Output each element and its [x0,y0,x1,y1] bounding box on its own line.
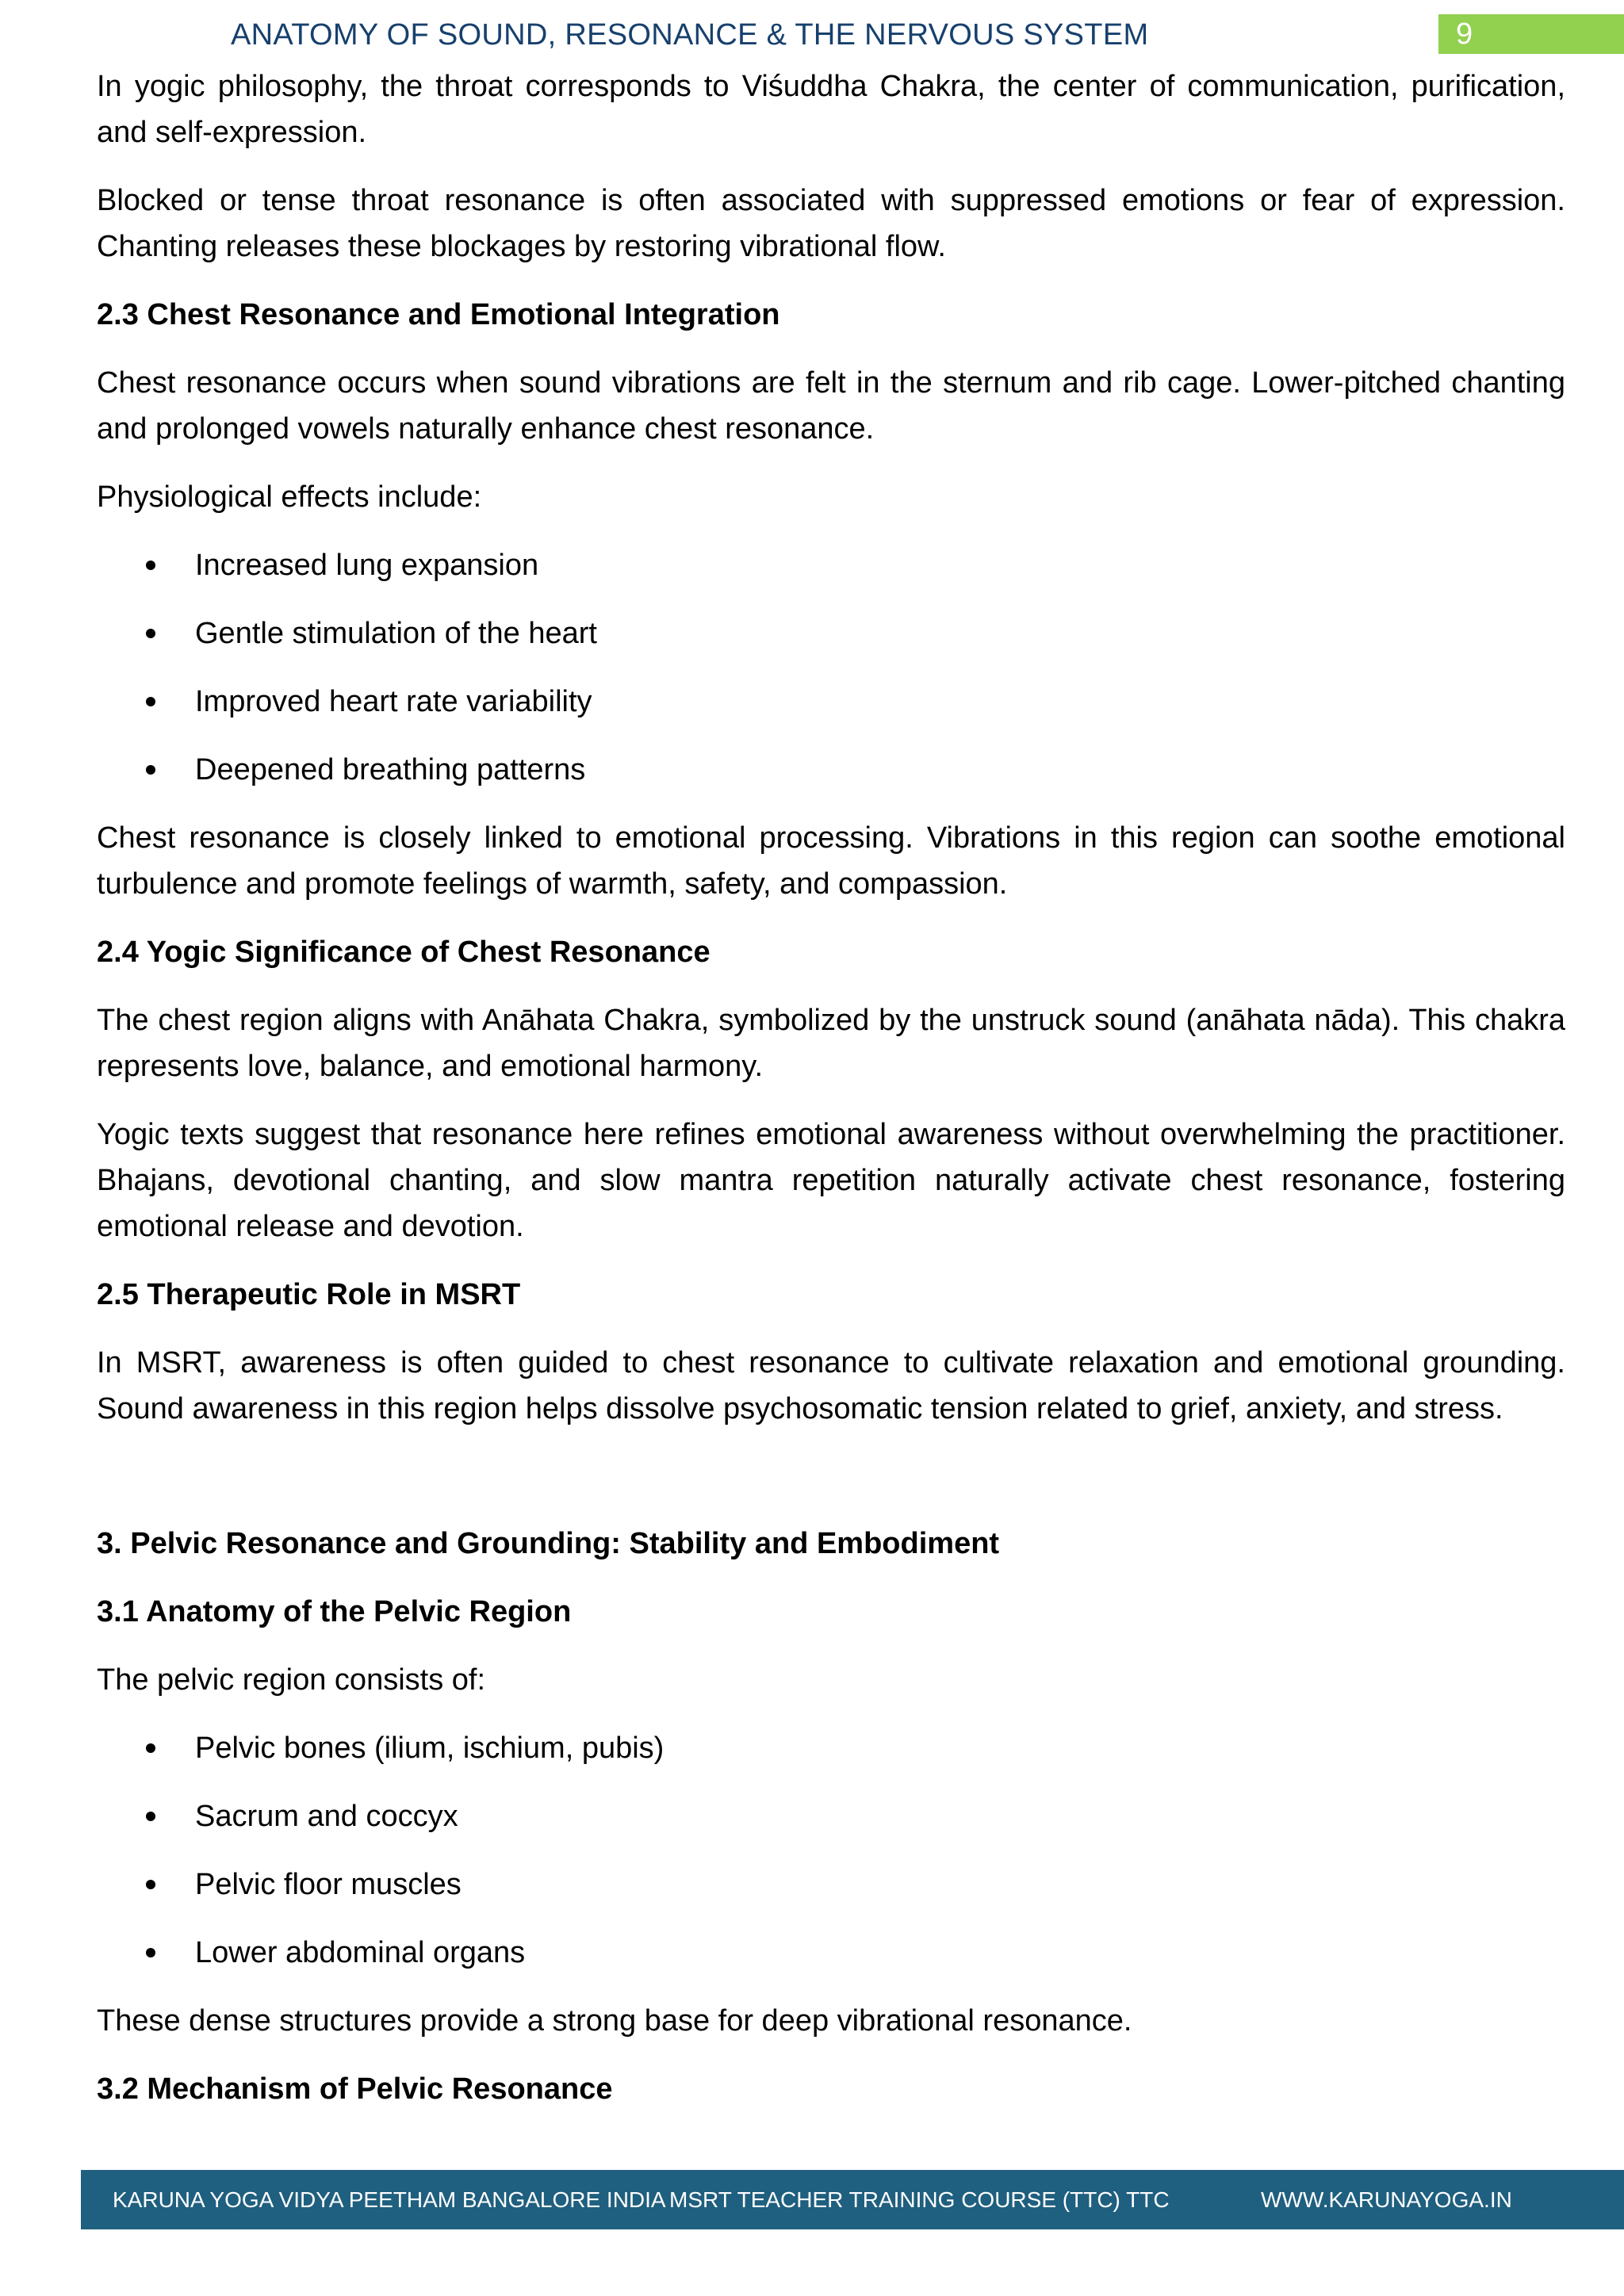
list-item-text: Sacrum and coccyx [195,1800,458,1833]
list-item [97,1862,1565,1908]
section-heading: 2.5 Therapeutic Role in MSRT [97,1278,521,1311]
page-number: 9 [1456,17,1473,51]
paragraph: The chest region aligns with Anāhata Chakra, symbolized by the unstruck sound (anāhata nāda). This chakra represents love, balance, and emotional harmony. [97,1004,1565,1083]
list-item-text: Increased lung expansion [195,549,539,582]
paragraph: In yogic philosophy, the throat corresponds to Viśuddha Chakra, the center of communication, purification, and self-expression. [97,70,1565,149]
paragraph: Physiological effects include: [97,480,482,514]
list-item [97,1793,1565,1839]
page-footer [81,2170,1624,2229]
paragraph: The pelvic region consists of: [97,1663,486,1697]
paragraph: Chest resonance occurs when sound vibrations are felt in the sternum and rib cage. Lower-pitched chanting and prolonged vowels naturally enhance chest resonance. [97,366,1565,446]
list-item-text: Gentle stimulation of the heart [195,617,597,650]
footer-website: WWW.KARUNAYOGA.IN [1261,2187,1512,2212]
section-heading: 2.4 Yogic Significance of Chest Resonance [97,936,710,969]
list-item [97,610,1565,656]
section-heading: 3.1 Anatomy of the Pelvic Region [97,1595,572,1628]
list-item [97,1725,1565,1771]
list-item-text: Improved heart rate variability [195,685,592,718]
paragraph: Chest resonance is closely linked to emotional processing. Vibrations in this region can soothe emotional turbulence and promote feelings of warmth, safety, and compassion. [97,821,1565,901]
bullet-icon [146,1743,155,1753]
paragraph: Blocked or tense throat resonance is often associated with suppressed emotions or fear of expression. Chanting releases these blockages by restoring vibrational flow. [97,184,1565,263]
list-item [97,1930,1565,1976]
bullet-icon [146,1880,155,1889]
chapter-heading: 3. Pelvic Resonance and Grounding: Stability and Embodiment [97,1527,1000,1560]
list-item [97,747,1565,793]
footer-institute: KARUNA YOGA VIDYA PEETHAM BANGALORE INDIA [113,2187,666,2212]
list-item [97,542,1565,588]
bullet-icon [146,561,155,570]
page-number-badge [1438,14,1624,54]
list-item-text: Pelvic bones (ilium, ischium, pubis) [195,1732,665,1765]
bullet-icon [146,1812,155,1821]
section-heading: 3.2 Mechanism of Pelvic Resonance [97,2072,613,2106]
paragraph: In MSRT, awareness is often guided to chest resonance to cultivate relaxation and emotional grounding. Sound awareness in this region helps dissolve psychosomatic tension related to grief, anxiety, and stress. [97,1346,1565,1425]
document-body [97,63,1565,2134]
footer-course: MSRT TEACHER TRAINING COURSE (TTC) TTC [669,2187,1170,2212]
section-heading: 2.3 Chest Resonance and Emotional Integration [97,298,780,331]
page-header-title: ANATOMY OF SOUND, RESONANCE & THE NERVOUS SYSTEM [231,18,1149,52]
pelvic-parts-list [97,1725,1565,1976]
effects-list [97,542,1565,793]
list-item-text: Lower abdominal organs [195,1936,526,1969]
list-item-text: Pelvic floor muscles [195,1868,462,1901]
paragraph: Yogic texts suggest that resonance here refines emotional awareness without overwhelming the practitioner. Bhajans, devotional chanting, and slow mantra repetition naturally activate chest resonance, fostering emotional release and devotion. [97,1118,1565,1243]
list-item-text: Deepened breathing patterns [195,753,586,786]
paragraph: These dense structures provide a strong base for deep vibrational resonance. [97,2004,1132,2038]
list-item [97,679,1565,725]
bullet-icon [146,697,155,706]
bullet-icon [146,765,155,775]
bullet-icon [146,629,155,638]
bullet-icon [146,1948,155,1957]
